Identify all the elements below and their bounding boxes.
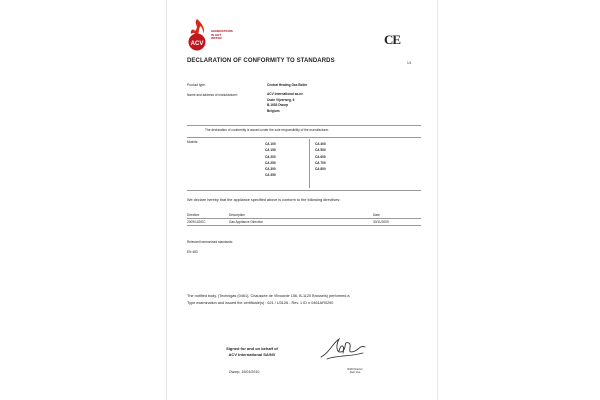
signed-for-label: Signed for and on behalf of [226,346,278,351]
signing-company: ACV International SA/NV [228,352,276,357]
manufacturer-line: ACV International sa-nv [267,92,303,96]
model-item: CA 250 [265,160,276,165]
signature-block [212,346,292,358]
manufacturer-label: Name and address of manufacturer: [187,93,239,97]
page-reference: 1/1 [407,61,412,65]
directive-description: Gas Appliance Directive [229,220,263,225]
manufacturer-line: Belgium [267,108,280,113]
logo-tagline: GENERATIONS IN HOT WATER [211,29,233,41]
acv-flame-logo-icon [184,17,210,53]
models-label: Models: [187,140,199,144]
place-and-date: Dworp, 15/01/2010 [229,370,260,374]
column-header-date: Date [373,213,380,218]
model-item: CA 600 [315,154,326,159]
manufacturer-line: Oude Vijverweg, 6 [267,97,295,102]
standards-label: Relevant harmonised standards: [187,240,233,244]
model-item: CA 100 [265,142,276,146]
notified-body-statement [187,293,350,307]
column-header-description: Description [229,213,245,218]
model-item: CA 200 [265,154,276,159]
standard-item: EN 483 [187,250,198,254]
responsibility-statement: The declaration of conformity is issued under the sole responsibility of the manufacturer. [205,128,330,132]
signatory [343,368,367,375]
divider [187,125,421,126]
model-item: CA 400 [315,142,326,146]
column-header-directive: Directive [187,213,200,218]
model-item: CA 350 [265,173,276,178]
table-row [187,219,421,226]
signatory-name: Sam Veo [349,371,361,375]
manufacturer-line: B-1653 Dworp [267,103,289,108]
models-column-separator [309,139,310,188]
directives-table [187,212,421,226]
declaration-statement: We declare hereby that the appliance specified above is conform to the following directives: [187,198,341,202]
directive-code: 2009/142/EC [187,220,206,225]
logo-brand: ACV [190,40,204,47]
table-header-row [187,212,421,219]
divider [187,137,421,138]
model-item: CA 300 [265,167,276,172]
notified-body-line: The notified body, (Technigas (0461), Chaussée de Vilvoorde 156, B-1120 Brussels) performed a [187,294,350,298]
model-item: CA 150 [265,148,276,153]
product-value: Central Heating Gas Boiler [267,83,308,87]
signatory-role: R&D Director [347,368,363,371]
divider [187,190,421,191]
model-item: CA 500 [315,148,326,153]
model-item: CA 700 [315,160,326,165]
models-column-1 [265,141,276,179]
notified-body-line: Type examination and issued the certificate(s) : 621 / U3126 - Rev. 1 ID n 0461AR0290 [187,301,334,305]
declaration-document [166,0,438,400]
document-title: DECLARATION OF CONFORMITY TO STANDARDS [187,58,335,64]
product-label: Product type: [187,83,206,87]
model-item: CA 800 [315,167,326,172]
models-column-2 [315,141,326,172]
ce-mark: CE [384,32,401,47]
directive-date: 30/11/2009 [373,220,389,225]
handwritten-signature-icon [315,333,371,363]
manufacturer-address [267,92,303,114]
